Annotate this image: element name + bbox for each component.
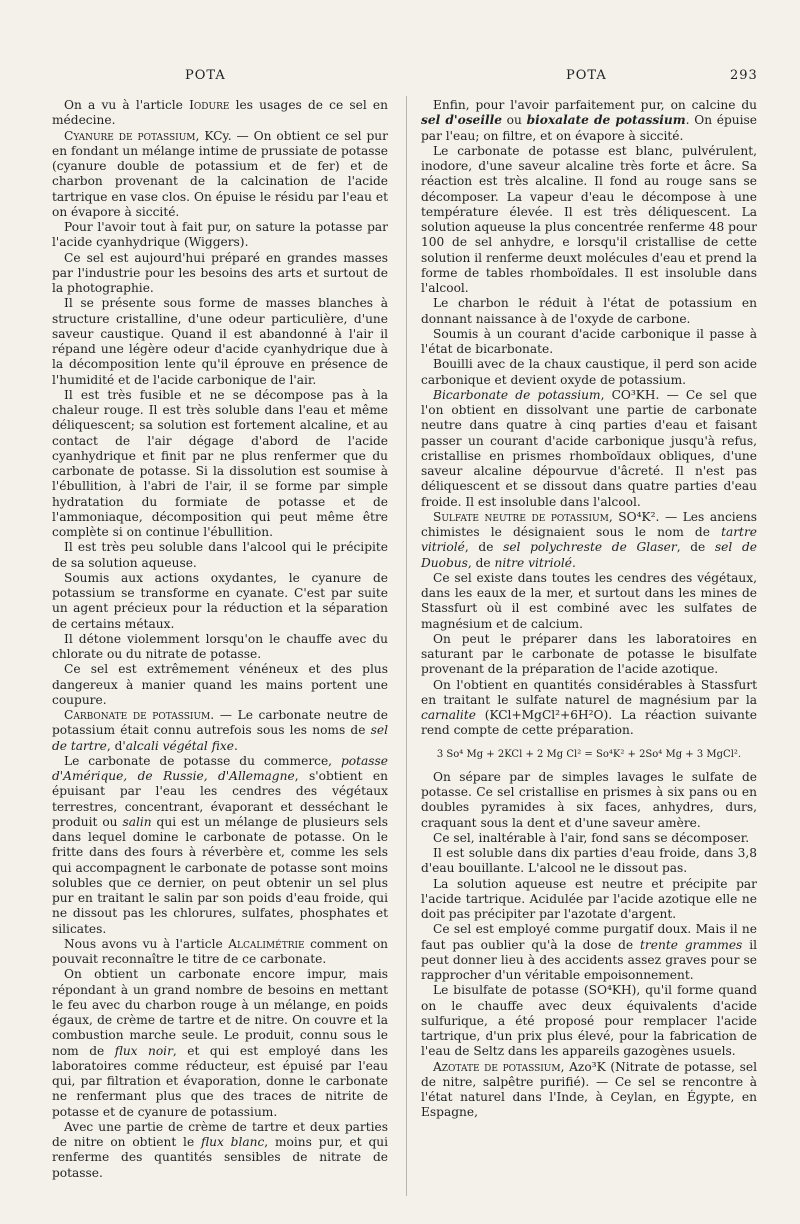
paragraph: On obtient un carbonate encore impur, mais répondant à un grand nombre de besoins en mettant le feu avec du charbon rouge à un mélange, en poids égaux, de crème de tartre et de nitre. On couvre et la combustion marche seule. Le produit, connu sous le nom de flux noir, et qui est employé dans les laboratoires comme réducteur, est épuisé par l'eau qui, par filtration et évaporation, donne le carbonate ne renfermant plus que des traces de nitrite de potasse et de cyanure de potassium.: [52, 967, 389, 1119]
entry-title: Bicarbonate de potassium: [433, 387, 601, 402]
paragraph: Bouilli avec de la chaux caustique, il perd son acide carbonique et devient oxyde de potassium.: [421, 357, 757, 387]
entry-bicarbonate: Bicarbonate de potassium, CO³KH. — Ce sel que l'on obtient en dissolvant une partie de carbonate neutre dans quatre à cinq parties d'eau et faisant passer un courant d'acide carbonique jusqu'à refus, cristallise en prismes rhomboïdaux obliques, d'une saveur alcaline dépourvue d'âcreté. Il n'est pas déliquescent et se dissout dans quatre parties d'eau froide. Il est insoluble dans l'alcool.: [421, 387, 757, 509]
entry-title: Carbonate de potassium: [64, 708, 211, 722]
paragraph: Il se présente sous forme de masses blanches à structure cristalline, d'une odeur particulière, d'une saveur caustique. Quand il est abandonné à l'air il répand une légère odeur d'acide cyanhydrique due à la décomposition lente qu'il éprouve en présence de l'humidité et de l'acide carbonique de l'air.: [52, 296, 388, 387]
paragraph: On sépare par de simples lavages le sulfate de potasse. Ce sel cristallise en prismes à six pans ou en doubles pyramides à six faces, anhydres, durs, craquant sous la dent et d'une saveur amère.: [421, 769, 757, 830]
paragraph: On peut le préparer dans les laboratoires en saturant par le carbonate de potasse le bisulfate provenant de la préparation de l'acide azotique.: [421, 631, 757, 677]
paragraph: Le charbon le réduit à l'état de potassium en donnant naissance à de l'oxyde de carbone.: [421, 296, 757, 326]
cross-reference: Alcalimétrie: [228, 936, 305, 951]
paragraph: Il est très fusible et ne se décompose pas à la chaleur rouge. Il est très soluble dans l'eau et même déliquescent; sa solution est fortement alcaline, et au contact de l'air dégage d'abord de l'acide cyanhydrique et finit par ne plus renfermer que du carbonate de potasse. Si la dissolution est soumise à l'ébullition, à l'abri de l'air, il se forme par simple hydratation du formiate de potasse et de l'ammoniaque, décomposition qui peut même être complète si on continue l'ébullition.: [52, 387, 388, 539]
paragraph: La solution aqueuse est neutre et précipite par l'acide tartrique. Acidulée par l'acide azotique elle ne doit pas précipiter par l'azotate d'argent.: [421, 876, 757, 921]
paragraph: Il détone violemment lorsqu'on le chauffe avec du chlorate ou du nitrate de potasse.: [52, 631, 388, 661]
cross-reference: Iodure: [189, 98, 230, 112]
paragraph: Avec une partie de crème de tartre et deux parties de nitre on obtient le flux blanc, moins pur, et qui renferme des quantités sensibles de nitrate de potasse.: [52, 1119, 389, 1180]
entry-title: Azotate de potassium: [433, 1059, 561, 1074]
paragraph: Ce sel, inaltérable à l'air, fond sans se décomposer.: [433, 830, 750, 845]
paragraph: Il est soluble dans dix parties d'eau froide, dans 3,8 d'eau bouillante. L'alcool ne le dissout pas.: [421, 846, 757, 876]
entry-title: Sulfate neutre de potassium: [433, 509, 609, 524]
left-column: [52, 98, 388, 1181]
paragraph: Le carbonate de potasse du commerce, potasse d'Amérique, de Russie, d'Allemagne, s'obtient en épuisant par l'eau les cendres des végétaux terrestres, concentrant, évaporant et desséchant le produit ou salin qui est un mélange de plusieurs sels dans lequel domine le carbonate de potasse. On le fritte dans des fours à réverbère et, comme les sels qui accompagnent le carbonate de potasse sont moins solubles que ce dernier, on peut obtenir un sel plus pur en traitant le salin par son poids d'eau froide, qui ne dissout pas les chlorures, sulfates, phosphates et silicates.: [52, 753, 388, 936]
paragraph: Ce sel est aujourd'hui préparé en grandes masses par l'industrie pour les besoins des arts et surtout de la photographie.: [52, 250, 388, 295]
entry-azotate: Azotate de potassium, Azo³K (Nitrate de potasse, sel de nitre, salpêtre purifié). — Ce sel se rencontre à l'état naturel dans l'Inde, à Ceylan, en Égypte, en Espagne,: [421, 1059, 757, 1120]
running-header-left: POTA: [185, 68, 226, 83]
paragraph: Enfin, pour l'avoir parfaitement pur, on calcine du sel d'oseille ou bioxalate de potassium. On épuise par l'eau; on filtre, et on évapore à siccité.: [421, 98, 758, 143]
paragraph: Soumis à un courant d'acide carbonique il passe à l'état de bicarbonate.: [421, 326, 757, 356]
right-column: [421, 98, 757, 1121]
paragraph: Le bisulfate de potasse (SO⁴KH), qu'il forme quand on le chauffe avec deux équivalents d'acide sulfurique, a été proposé pour remplacer l'acide tartrique, d'un prix plus élevé, pour la fabrication de l'eau de Seltz dans les appareils gazogènes usuels.: [421, 983, 757, 1059]
paragraph: Nous avons vu à l'article Alcalimétrie comment on pouvait reconnaître le titre de ce carbonate.: [52, 936, 389, 966]
entry-cyanure: Cyanure de potassium, KCy. — On obtient ce sel pur en fondant un mélange intime de prussiate de potasse (cyanure double de potassium et de fer) et de charbon provenant de la calcination de l'acide tartrique en vase clos. On épuise le résidu par l'eau et on évapore à siccité.: [52, 128, 388, 219]
paragraph: Ce sel est employé comme purgatif doux. Mais il ne faut pas oublier qu'à la dose de trente grammes il peut donner lieu à des accidents assez graves pour se rapprocher d'un véritable empoisonnement.: [421, 922, 758, 982]
page-number: 293: [730, 68, 758, 83]
entry-sulfate: Sulfate neutre de potassium, SO⁴K². — Les anciens chimistes le désignaient sous le nom de tartre vitriolé, de sel polychreste de Glaser, de sel de Duobus, de nitre vitriolé.: [421, 509, 757, 570]
entry-title: Cyanure de potassium: [64, 128, 196, 143]
running-header-right: POTA: [566, 68, 607, 83]
paragraph: Il est très peu soluble dans l'alcool qui le précipite de sa solution aqueuse.: [52, 540, 388, 570]
paragraph: Pour l'avoir tout à fait pur, on sature la potasse par l'acide cyanhydrique (Wiggers).: [52, 220, 388, 250]
paragraph: Le carbonate de potasse est blanc, pulvérulent, inodore, d'une saveur alcaline très forte et âcre. Sa réaction est très alcaline. Il fond au rouge sans se décomposer. La vapeur d'eau le décompose à une température élevée. Il est très déliquescent. La solution aqueuse la plus concentrée renferme 48 pour 100 de sel anhydre, e lorsqu'il cristallise de cette solution il renferme deuxt molécules d'eau et prend la forme de tables rhomboïdales. Il est insoluble dans l'alcool.: [421, 143, 757, 295]
entry-carbonate: Carbonate de potassium. — Le carbonate neutre de potassium était connu autrefois sous les noms de sel de tartre, d'alcali végétal fixe.: [52, 708, 388, 753]
paragraph: Ce sel est extrêmement vénéneux et des plus dangereux à manier quand les mains portent une coupure.: [52, 662, 388, 707]
paragraph: Soumis aux actions oxydantes, le cyanure de potassium se transforme en cyanate. C'est par suite un agent précieux pour la réduction et la séparation de certains métaux.: [52, 570, 388, 631]
paragraph: On a vu à l'article Iodure les usages de ce sel en médecine.: [52, 98, 388, 128]
paragraph: Ce sel existe dans toutes les cendres des végétaux, dans les eaux de la mer, et surtout dans les mines de Stassfurt où il est combiné avec les sulfates de magnésium et de calcium.: [421, 570, 757, 631]
paragraph: On l'obtient en quantités considérables à Stassfurt en traitant le sulfate naturel de magnésium par la carnalite (KCl+MgCl²+6H²O). La réaction suivante rend compte de cette préparation.: [421, 677, 757, 738]
chemical-equation: 3 So⁴ Mg + 2KCl + 2 Mg Cl² = So⁴K² + 2So⁴ Mg + 3 MgCl².: [436, 748, 742, 760]
column-divider: [406, 96, 407, 1196]
